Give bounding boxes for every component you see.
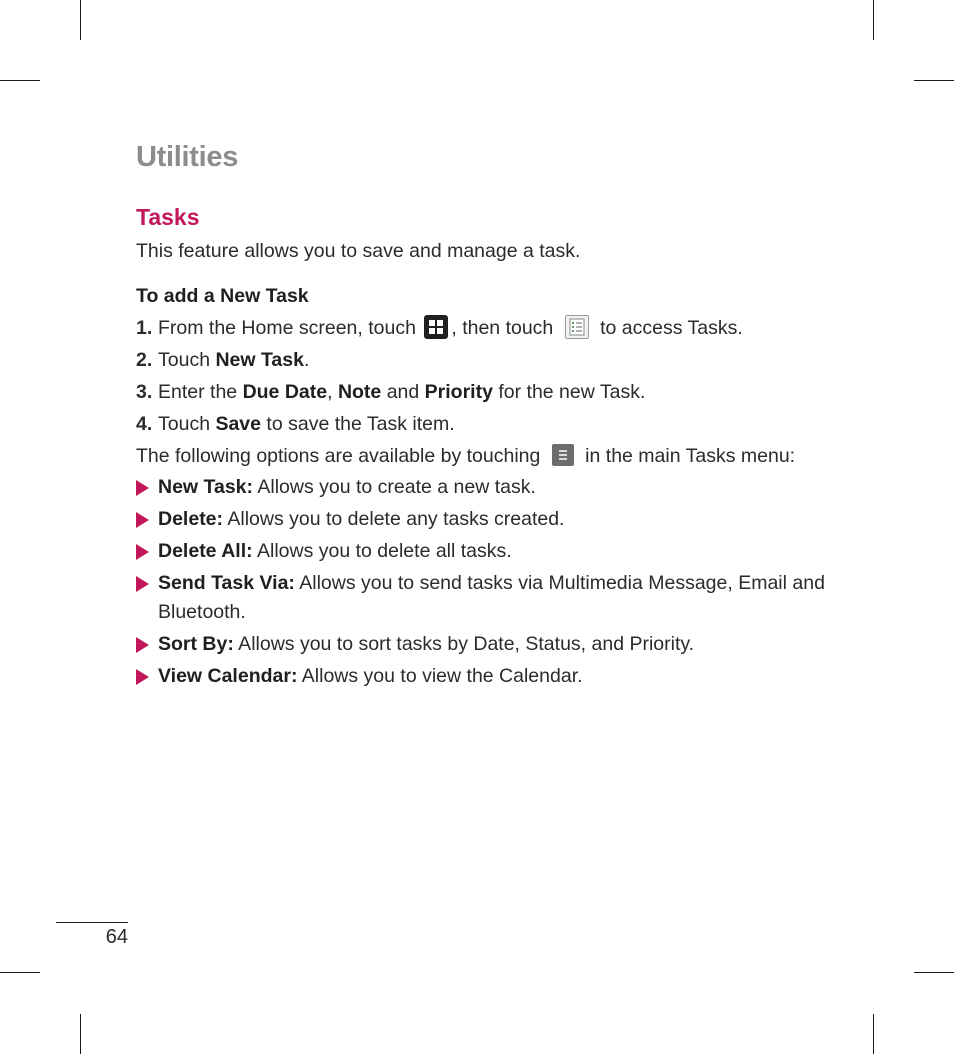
option-item <box>136 537 826 566</box>
apps-grid-icon <box>424 315 448 339</box>
options-list <box>136 473 826 691</box>
option-item <box>136 662 826 691</box>
ui-term: Priority <box>424 381 493 403</box>
option-term: View Calendar: <box>158 665 298 687</box>
subheading: To add a New Task <box>136 285 309 307</box>
crop-mark-bottom-left-h <box>0 972 40 973</box>
option-item <box>136 630 826 659</box>
option-desc: Allows you to create a new task. <box>253 476 536 498</box>
bullet-triangle-icon <box>136 505 158 534</box>
crop-mark-top-left-h <box>0 80 40 81</box>
ui-term: Note <box>337 381 382 403</box>
crop-mark-top-left <box>80 0 81 40</box>
step-item: 2. Touch New Task. <box>136 344 826 376</box>
step-text: From the Home screen, touch <box>158 317 422 339</box>
step-item: 3. Enter the Due Date, Note and Priority for the new Task. <box>136 376 826 408</box>
option-desc: Allows you to delete all tasks. <box>252 540 512 562</box>
option-item <box>136 473 826 502</box>
ui-term: New Task <box>215 349 304 371</box>
bullet-triangle-icon <box>136 569 158 627</box>
step-text: , then touch <box>451 317 559 339</box>
crop-mark-top-right-h <box>914 80 954 81</box>
page-content <box>136 138 826 694</box>
option-desc: Allows you to delete any tasks created. <box>223 508 565 530</box>
step-number: 3. <box>136 381 153 403</box>
bullet-triangle-icon <box>136 630 158 659</box>
options-intro: The following options are available by touching in the main Tasks menu: <box>136 445 796 467</box>
section-title: Tasks <box>136 204 200 230</box>
option-desc: Allows you to sort tasks by Date, Status, and Priority. <box>233 633 695 655</box>
option-desc: Allows you to send tasks via Multimedia Message, Email and Bluetooth. <box>158 572 825 623</box>
step-text: to access Tasks. <box>594 317 743 339</box>
intro-text: This feature allows you to save and manage a task. <box>136 240 581 262</box>
option-item <box>136 505 826 534</box>
crop-mark-top-right <box>873 0 874 40</box>
menu-key-icon <box>552 444 574 466</box>
step-item: 4. Touch Save to save the Task item. <box>136 408 826 440</box>
option-term: Send Task Via: <box>158 572 295 594</box>
chapter-title: Utilities <box>136 141 239 173</box>
ui-term: Due Date <box>242 381 328 403</box>
step-number: 2. <box>136 349 153 371</box>
bullet-triangle-icon <box>136 537 158 566</box>
bullet-triangle-icon <box>136 473 158 502</box>
steps-list <box>136 312 826 440</box>
step-number: 1. <box>136 317 153 339</box>
ui-term: Save <box>215 413 261 435</box>
bullet-triangle-icon <box>136 662 158 691</box>
option-desc: Allows you to view the Calendar. <box>297 665 583 687</box>
option-term: Sort By: <box>158 633 234 655</box>
page-number: 64 <box>105 926 128 948</box>
option-item <box>136 569 826 627</box>
step-number: 4. <box>136 413 153 435</box>
crop-mark-bottom-right <box>873 1014 874 1054</box>
option-term: Delete All: <box>158 540 253 562</box>
option-term: New Task: <box>158 476 254 498</box>
tasks-app-icon <box>565 315 589 339</box>
page-number-rule <box>56 922 128 923</box>
crop-mark-bottom-left <box>80 1014 81 1054</box>
option-term: Delete: <box>158 508 224 530</box>
step-item <box>136 312 826 344</box>
crop-mark-bottom-right-h <box>914 972 954 973</box>
